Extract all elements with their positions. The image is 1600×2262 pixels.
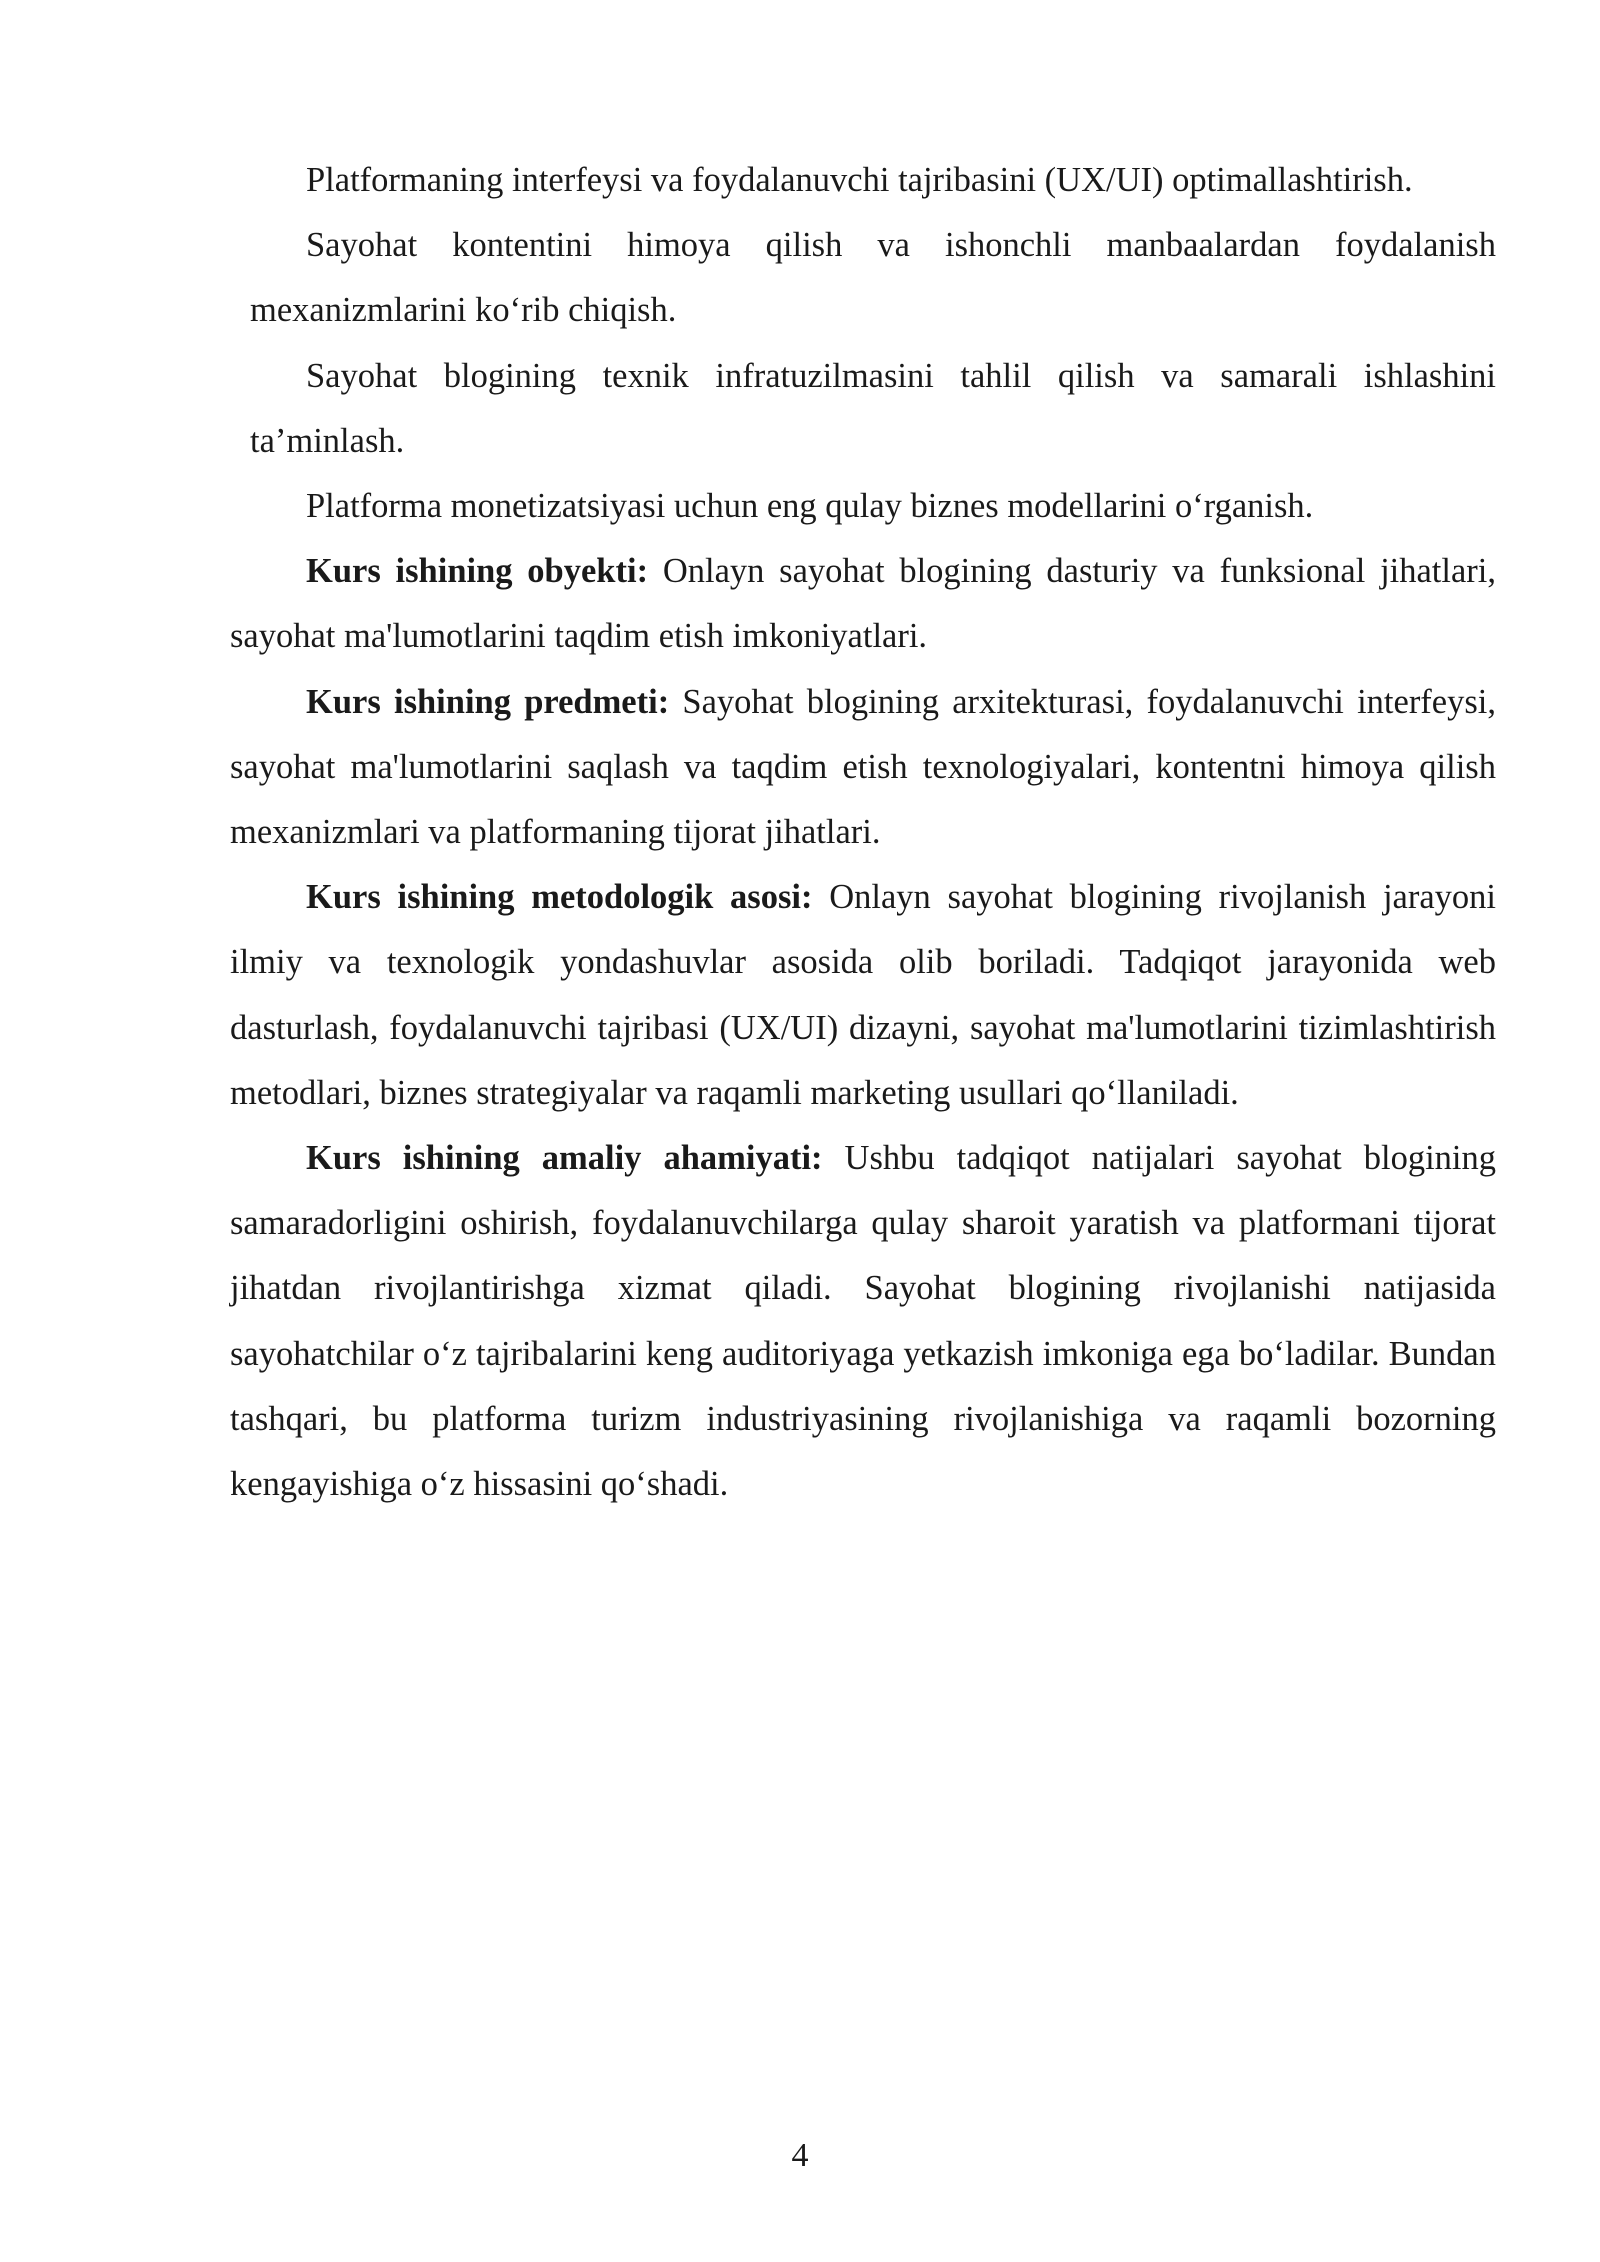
page-body [230,148,1496,1517]
task-item-ux-ui [250,148,1496,213]
paragraph-text: Ushbu tadqiqot natijalari sayohat blogining samaradorligini oshirish, foydalanuvchilarga qulay sharoit yaratish va platformani tijorat jihatdan rivojlantirishga xizmat qiladi. Sayohat blogining rivojlanishi natijasida sayohatchilar o‘z tajribalarini keng auditoriyaga yetkazish imkoniga ega bo‘ladilar. Bundan tashqari, bu platforma turizm industriyasining rivojlanishiga va raqamli bozorning kengayishiga o‘z hissasini qo‘shadi. [230,1139,1496,1504]
paragraph-text: Onlayn sayohat blogining dasturiy va funksional jihatlari, sayohat ma'lumotlarini taqdim etish imkoniyatlari. [230,552,1496,656]
task-item-text: Platforma monetizatsiyasi uchun eng qulay biznes modellarini o‘rganish. [306,487,1314,526]
paragraph-subject [230,670,1496,866]
paragraph-object [230,539,1496,669]
task-item-content-protection [250,213,1496,343]
paragraph-lead: Kurs ishining amaliy ahamiyati: [306,1139,823,1178]
page-number: 4 [791,2137,809,2174]
paragraph-text: Onlayn sayohat blogining rivojlanish jarayoni ilmiy va texnologik yondashuvlar asosida olib boriladi. Tadqiqot jarayonida web dasturlash, foydalanuvchi tajribasi (UX/UI) dizayni, sayohat ma'lumotlarini tizimlashtirish metodlari, biznes strategiyalar va raqamli marketing usullari qo‘llaniladi. [230,878,1496,1112]
task-item-infrastructure [250,344,1496,474]
paragraph-lead: Kurs ishining predmeti: [306,682,670,721]
task-item-text: Sayohat kontentini himoya qilish va ishonchli manbaalardan foydalanish mexanizmlarini ko‘rib chiqish. [250,226,1496,330]
task-item-text: Platformaning interfeysi va foydalanuvchi tajribasini (UX/UI) optimallashtirish. [306,161,1413,199]
paragraph-practical-significance [230,1126,1496,1517]
task-item-text: Sayohat blogining texnik infratuzilmasini tahlil qilish va samarali ishlashini ta’minlash. [250,356,1496,460]
paragraph-text: Sayohat blogining arxitekturasi, foydalanuvchi interfeysi, sayohat ma'lumotlarini saqlash va taqdim etish texnologiyalari, kontentni himoya qilish mexanizmlari va platformaning tijorat jihatlari. [230,682,1496,852]
paragraph-lead: Kurs ishining metodologik asosi: [306,878,813,917]
task-item-monetization [250,474,1496,539]
paragraph-lead: Kurs ishining obyekti: [306,552,649,591]
paragraph-methodology [230,865,1496,1126]
